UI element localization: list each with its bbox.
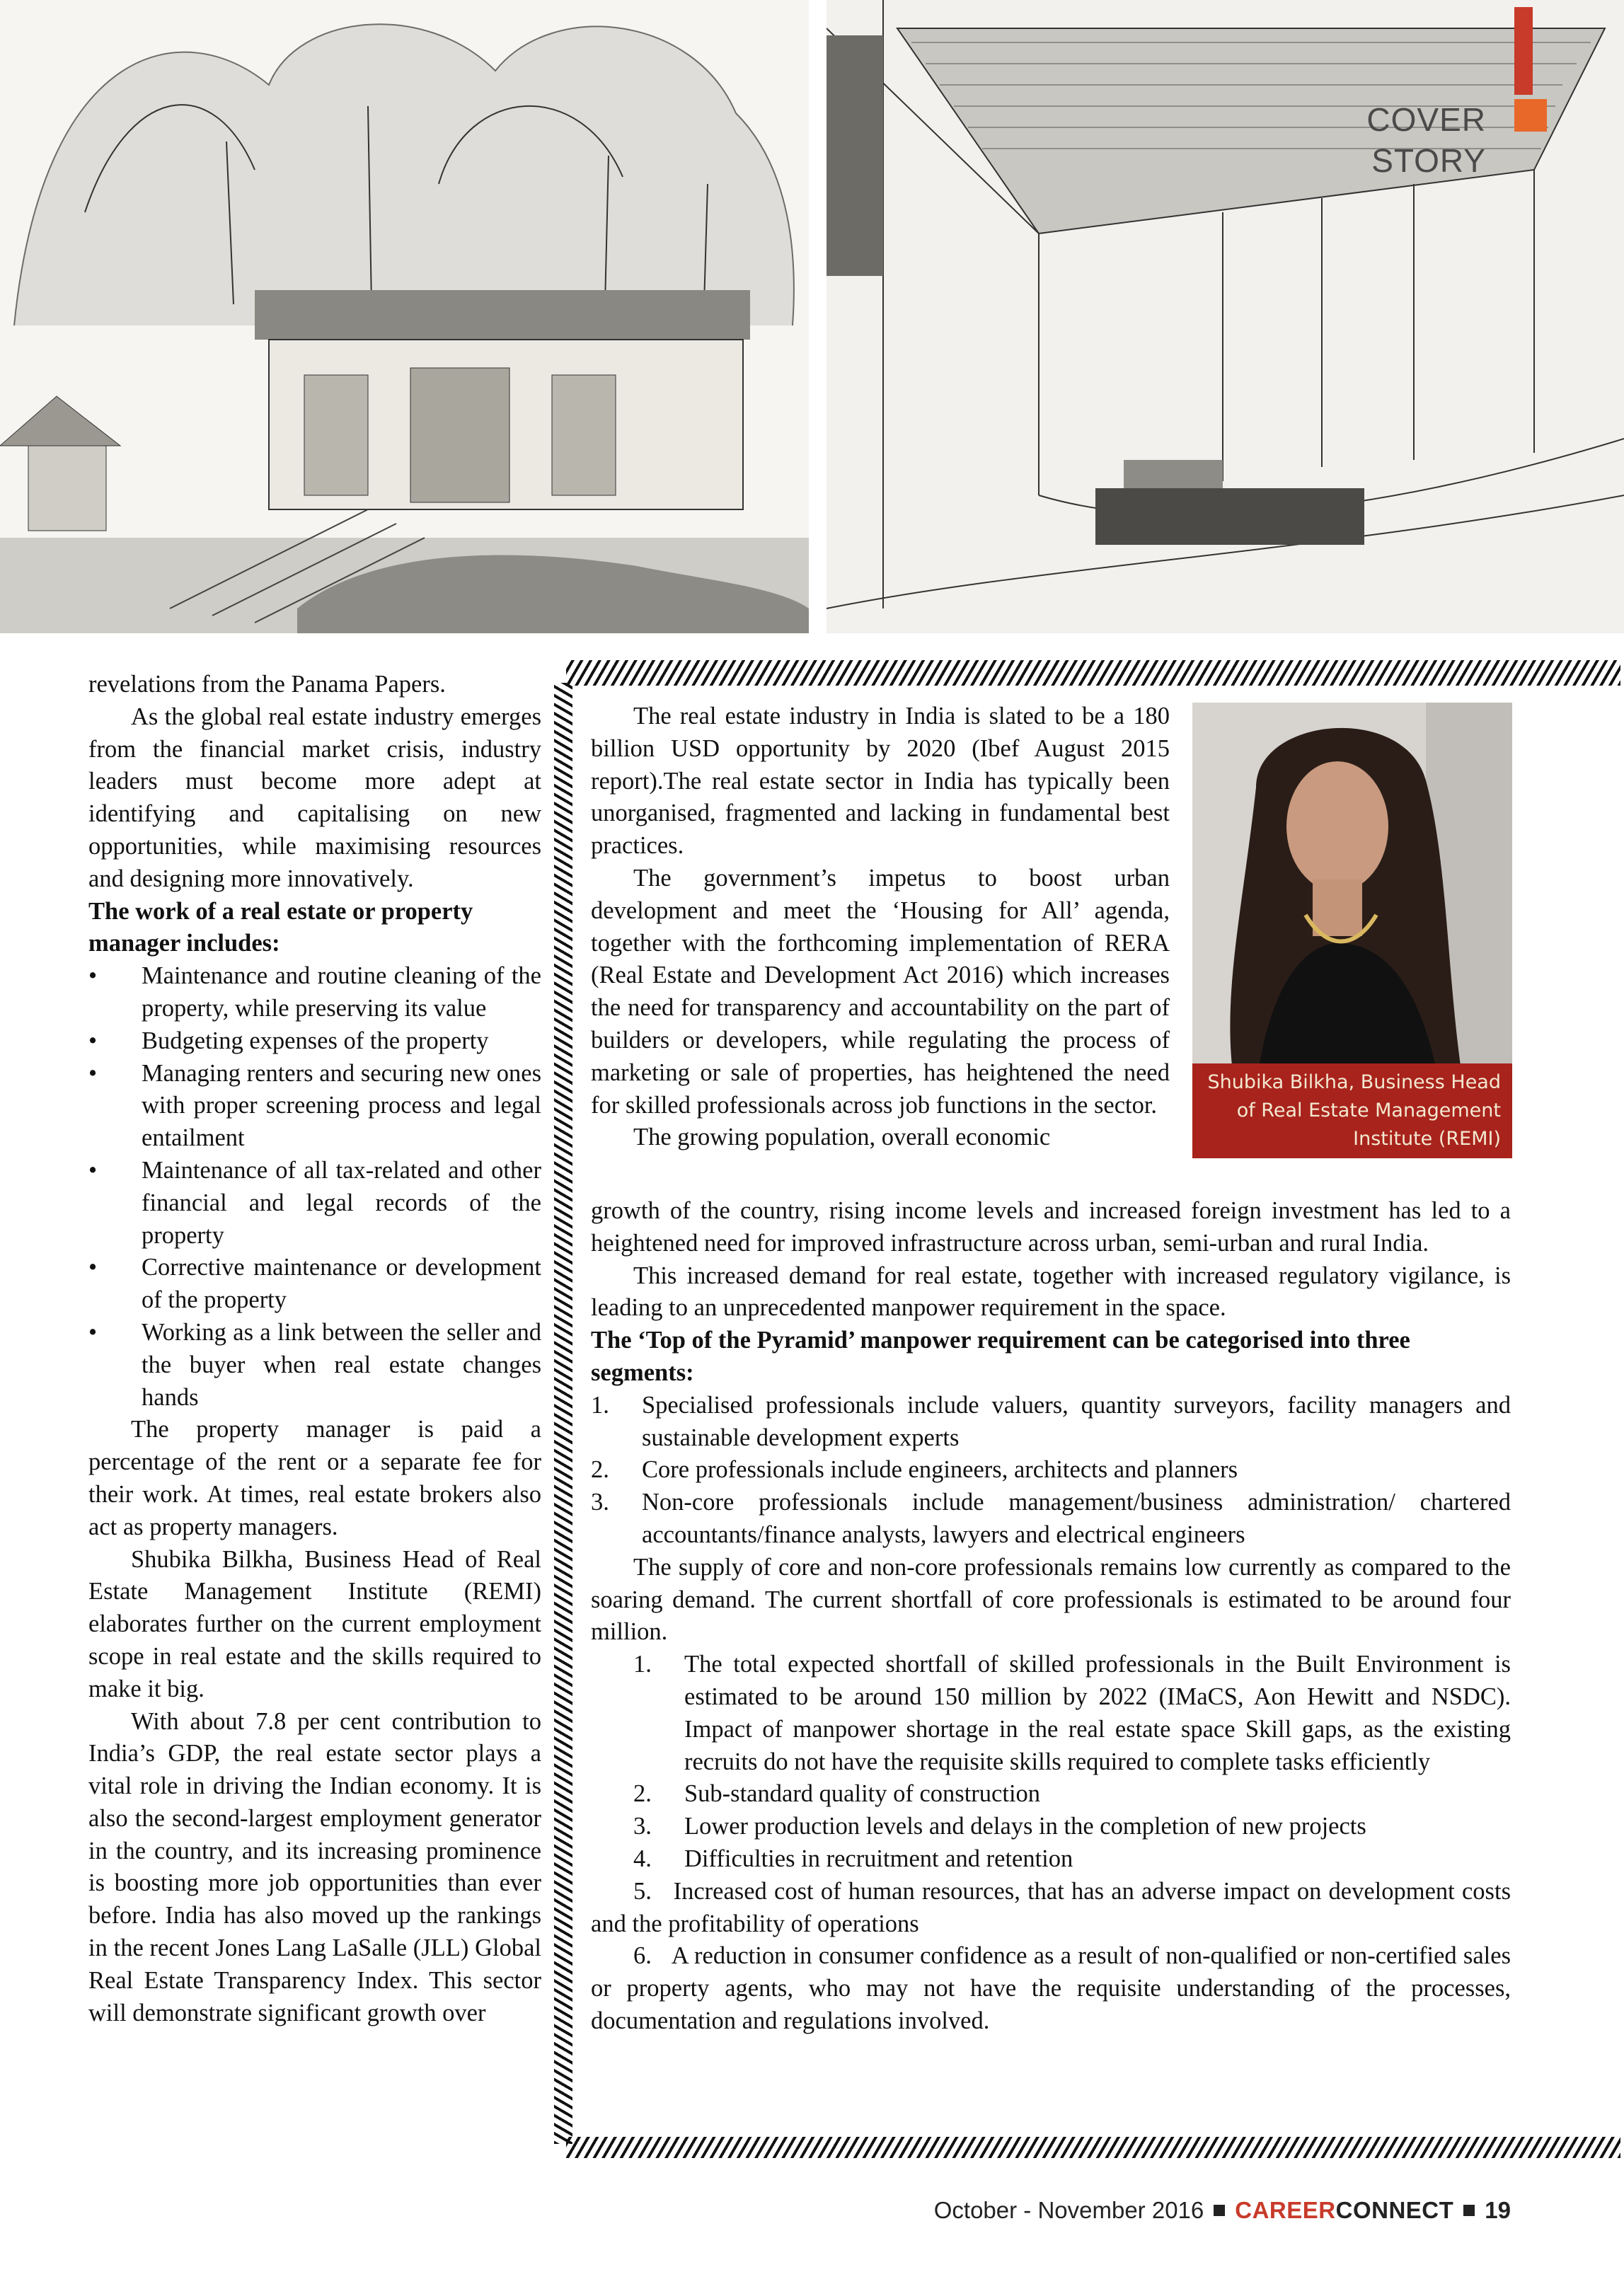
list-item	[591, 1940, 1511, 2037]
list-number: 4.	[633, 1845, 652, 1872]
magazine-name	[1235, 2197, 1453, 2224]
list-item: • Maintenance and routine cleaning of the property, while preserving its value	[88, 960, 541, 1025]
section-label: COVER STORY	[1366, 101, 1486, 179]
section-tab-red-bar	[1514, 7, 1533, 95]
photo-caption-text: Shubika Bilkha, Business Head of Real Estate Management Institute (REMI)	[1207, 1071, 1501, 1150]
subheading: The work of a real estate or property manager includes:	[88, 897, 473, 957]
list-item: • Managing renters and securing new ones with proper screening process and legal entailment	[88, 1058, 541, 1155]
list-number: 5.	[633, 1877, 652, 1905]
intro-tail: revelations from the Panama Papers.	[88, 671, 446, 698]
list-item	[633, 1649, 1511, 1778]
list-item	[591, 1390, 1511, 1455]
list-text: Specialised professionals include valuers, quantity surveyors, facility managers and sustainable development experts	[642, 1391, 1511, 1451]
paragraph: The supply of core and non-core professionals remains low currently as compared to the soaring demand. The current shortfall of core professionals is estimated to be around four million.	[591, 1553, 1511, 1646]
paragraph: growth of the country, rising income levels and increased foreign investment has led to a heightened need for improved infrastructure across urban, semi-urban and rural India.	[591, 1197, 1511, 1257]
subheading: The ‘Top of the Pyramid’ manpower requirement can be categorised into three segments:	[591, 1327, 1410, 1386]
page-number: 19	[1485, 2197, 1511, 2223]
portrait-photo	[1192, 703, 1512, 1088]
paragraph: This increased demand for real estate, together with increased regulatory vigilance, is leading to an unprecedented manpower requirement in the space.	[591, 1262, 1511, 1322]
paragraph: With about 7.8 per cent contribution to India’s GDP, the real estate sector plays a vital role in driving the Indian economy. It is also the second-largest employment generator in the country, and its increasing prominence is boosting more job opportunities than ever before. India has also moved up the rankings in the recent Jones Lang LaSalle (JLL) Global Real Estate Transparency Index. This sector will demonstrate significant growth over	[88, 1707, 541, 2026]
house-sketch-illustration	[0, 0, 809, 633]
paragraph: As the global real estate industry emerges from the financial market crisis, industry leaders must become more adept at identifying and capitalising on new opportunities, while maximising resources and designing more innovatively.	[88, 703, 541, 892]
list-item	[591, 1876, 1511, 1941]
paragraph: The property manager is paid a percentage of the rent or a separate fee for their work. At times, real estate brokers also act as property managers.	[88, 1416, 541, 1540]
paragraph: Shubika Bilkha, Business Head of Real Estate Management Institute (REMI) elaborates further on the current employment scope in real estate and the skills required to make it big.	[88, 1545, 541, 1702]
duties-list	[88, 960, 541, 1414]
list-text: Sub-standard quality of construction	[684, 1780, 1041, 1808]
list-item	[633, 1778, 1511, 1811]
list-text: Lower production levels and delays in the completion of new projects	[684, 1813, 1366, 1840]
list-text: Non-core professionals include management/business administration/ chartered accountants/finance analysts, lawyers and electrical engineers	[642, 1489, 1511, 1548]
list-number: 2.	[591, 1456, 609, 1484]
paragraph: The real estate industry in India is slated to be a 180 billion USD opportunity by 2020 (Ibef August 2015 report).The real estate sector in India has typically been unorganised, fragmented and lacking in fundamental best practices.	[591, 703, 1170, 860]
box-border-top	[566, 660, 1620, 686]
list-text: Core professionals include engineers, architects and planners	[642, 1456, 1238, 1484]
list-text: Difficulties in recruitment and retention	[684, 1845, 1073, 1872]
list-item	[591, 1454, 1511, 1487]
list-item	[633, 1811, 1511, 1843]
section-tab-orange-square	[1514, 99, 1547, 132]
magazine-name-part-b: CONNECT	[1335, 2197, 1454, 2223]
separator-square-icon	[1463, 2205, 1475, 2216]
magazine-name-part-a: CAREER	[1235, 2197, 1336, 2223]
list-text: A reduction in consumer confidence as a result of non-qualified or non-certified sales or property agents, who may not have the requisite understanding of the processes, documentation and regulations involved.	[591, 1942, 1511, 2034]
interior-sketch-illustration	[827, 0, 1624, 633]
right-column-top	[591, 700, 1170, 1154]
list-number: 3.	[633, 1813, 652, 1840]
list-item	[591, 1487, 1511, 1552]
list-item: • Corrective maintenance or development of the property	[88, 1252, 541, 1317]
list-number: 2.	[633, 1780, 652, 1808]
left-column	[88, 669, 541, 2029]
list-item	[633, 1843, 1511, 1876]
list-item: • Working as a link between the seller and the buyer when real estate changes hands	[88, 1317, 541, 1414]
segments-list	[591, 1390, 1511, 1552]
impacts-list	[591, 1649, 1511, 1876]
list-text: The total expected shortfall of skilled professionals in the Built Environment is estimated to be around 150 million by 2022 (IMaCS, Aon Hewitt and NSDC). Impact of manpower shortage in the real estate space Skill gaps, as the existing recruits do not have the requisite skills required to complete tasks efficiently	[684, 1651, 1511, 1775]
list-item: • Maintenance of all tax-related and other financial and legal records of the property	[88, 1155, 541, 1252]
right-column-wide	[591, 1195, 1511, 2038]
list-text: Increased cost of human resources, that has an adverse impact on development costs and the profitability of operations	[591, 1877, 1511, 1937]
photo-caption	[1192, 1063, 1512, 1158]
paragraph: The growing population, overall economic	[633, 1124, 1051, 1151]
page-footer	[934, 2197, 1511, 2224]
list-number: 3.	[591, 1489, 609, 1516]
list-number: 1.	[633, 1651, 652, 1678]
list-item: • Budgeting expenses of the property	[88, 1025, 541, 1058]
box-border-left	[554, 683, 572, 2144]
separator-square-icon	[1214, 2205, 1225, 2216]
issue-date: October - November 2016	[933, 2197, 1204, 2223]
box-border-bottom	[566, 2137, 1620, 2158]
list-number: 6.	[633, 1942, 652, 1970]
paragraph: The government’s impetus to boost urban development and meet the ‘Housing for All’ agenda, together with the forthcoming implementation of RERA (Real Estate and Development Act 2016) which increases the need for transparency and accountability on the part of builders or developers, while regulating the process of marketing or sale of properties, has heightened the need for skilled professionals across job functions in the sector.	[591, 864, 1170, 1119]
list-number: 1.	[591, 1391, 609, 1419]
